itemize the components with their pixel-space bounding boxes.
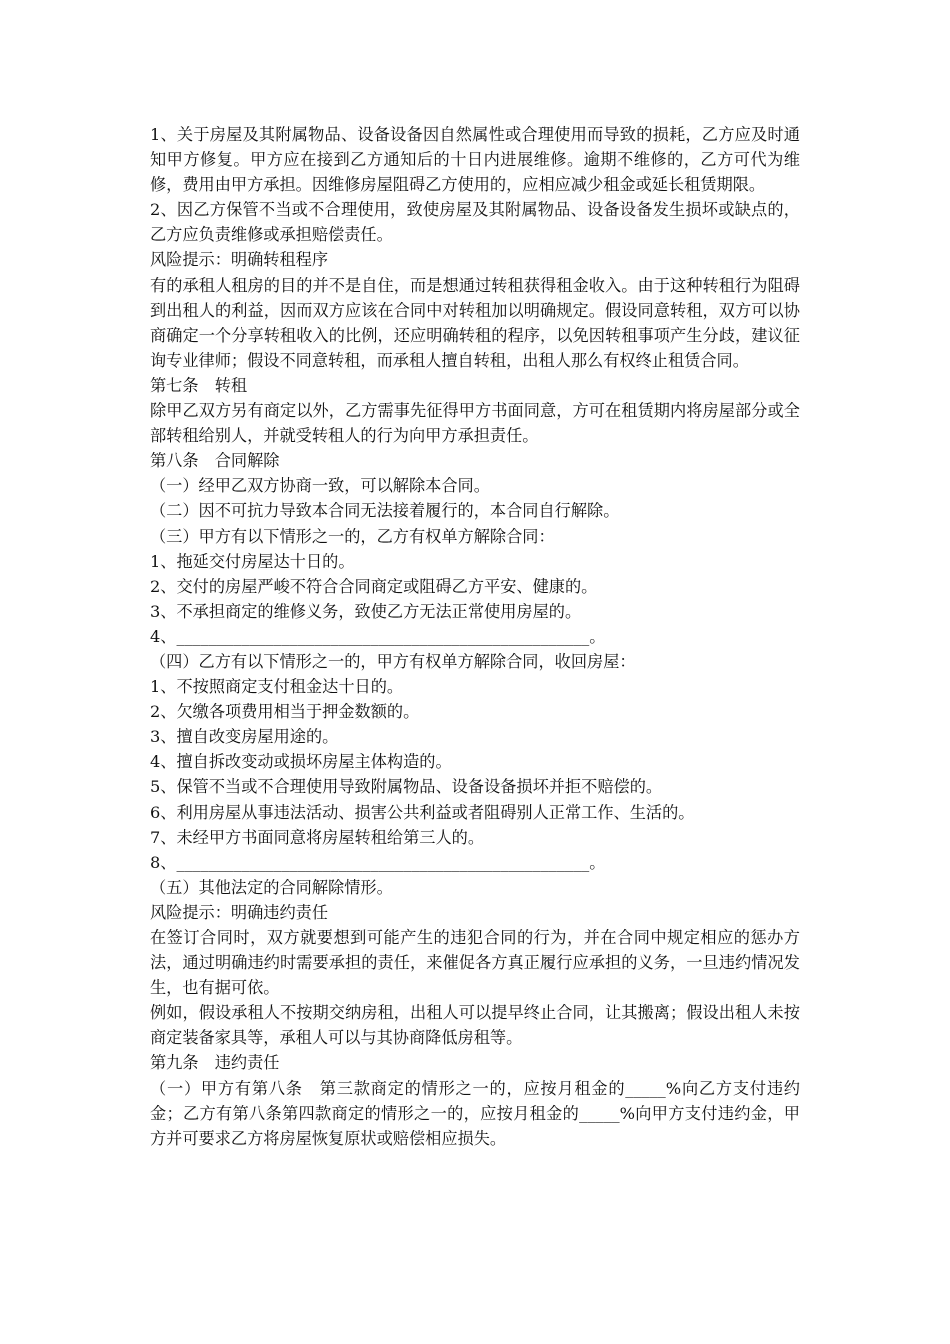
risk-tip-sublease-text: 有的承租人租房的目的并不是自住，而是想通过转租获得租金收入。由于这种转租行为阻碍到出租人的利益，因而双方应该在合同中对转租加以明确规定。假设同意转租，双方可以协商确定一个分享转租收入的比例，还应明确转租的程序，以免因转租事项产生分歧，建议征询专业律师；假设不同意转租，而承租人擅自转租，出租人那么有权终止租赁合同。: [150, 275, 800, 370]
article-8-clause-3: （三）甲方有以下情形之一的，乙方有权单方解除合同：: [150, 526, 555, 546]
document-body: [150, 122, 800, 1151]
article-8-clause-4: （四）乙方有以下情形之一的，甲方有权单方解除合同，收回房屋：: [150, 651, 636, 671]
article-8-heading: 第八条 合同解除: [150, 451, 280, 471]
risk-tip-liability-example: 例如，假设承租人不按期交纳房租，出租人可以提早终止合同，让其搬离；假设出租人未按商定装备家具等，承租人可以与其协商降低房租等。: [150, 1003, 800, 1048]
risk-tip-sublease-heading: 风险提示：明确转租程序: [150, 250, 329, 270]
risk-tip-liability-text: 在签订合同时，双方就要想到可能产生的违犯合同的行为，并在合同中规定相应的惩办方法，通过明确违约时需要承担的责任，来催促各方真正履行应承担的义务，一旦违约情况发生，也有据可依。: [150, 928, 800, 998]
article-7-heading: 第七条 转租: [150, 375, 248, 395]
article-7-text: 除甲乙双方另有商定以外，乙方需事先征得甲方书面同意，方可在租赁期内将房屋部分或全部转租给别人，并就受转租人的行为向甲方承担责任。: [150, 401, 800, 446]
paragraph-6-2-damage: 2、因乙方保管不当或不合理使用，致使房屋及其附属物品、设备设备发生损坏或缺点的，乙方应负责维修或承担赔偿责任。: [150, 200, 800, 245]
article-9-clause-1: （一）甲方有第八条 第三款商定的情形之一的，应按月租金的_____%向乙方支付违约金；乙方有第八条第四款商定的情形之一的，应按月租金的_____%向甲方支付违约金，甲方并可要求乙方将房屋恢复原状或赔偿相应损失。: [150, 1078, 800, 1148]
clause-4-item-2: 2、欠缴各项费用相当于押金数额的。: [150, 702, 420, 722]
clause-3-item-1: 1、拖延交付房屋达十日的。: [150, 551, 355, 571]
clause-4-item-5: 5、保管不当或不合理使用导致附属物品、设备设备损坏并拒不赔偿的。: [150, 777, 663, 797]
risk-tip-liability-heading: 风险提示：明确违约责任: [150, 902, 329, 922]
clause-3-item-4-blank: 4、___________________________________________________。: [150, 626, 606, 646]
article-8-clause-2: （二）因不可抗力导致本合同无法接着履行的，本合同自行解除。: [150, 501, 620, 521]
clause-3-item-3: 3、不承担商定的维修义务，致使乙方无法正常使用房屋的。: [150, 601, 582, 621]
clause-3-item-2: 2、交付的房屋严峻不符合合同商定或阻碍乙方平安、健康的。: [150, 576, 598, 596]
article-9-heading: 第九条 违约责任: [150, 1053, 280, 1073]
paragraph-6-1-repair: 1、关于房屋及其附属物品、设备设备因自然属性或合理使用而导致的损耗，乙方应及时通知甲方修复。甲方应在接到乙方通知后的十日内进展维修。逾期不维修的，乙方可代为维修，费用由甲方承担。因维修房屋阻碍乙方使用的，应相应减少租金或延长租赁期限。: [150, 125, 800, 195]
article-8-clause-1: （一）经甲乙双方协商一致，可以解除本合同。: [150, 476, 490, 496]
clause-4-item-7: 7、未经甲方书面同意将房屋转租给第三人的。: [150, 827, 485, 847]
article-8-clause-5: （五）其他法定的合同解除情形。: [150, 877, 393, 897]
clause-4-item-1: 1、不按照商定支付租金达十日的。: [150, 677, 404, 697]
clause-4-item-4: 4、擅自拆改变动或损坏房屋主体构造的。: [150, 752, 452, 772]
clause-4-item-3: 3、擅自改变房屋用途的。: [150, 727, 339, 747]
clause-4-item-6: 6、利用房屋从事违法活动、损害公共利益或者阻碍别人正常工作、生活的。: [150, 802, 695, 822]
clause-4-item-8-blank: 8、___________________________________________________。: [150, 852, 606, 872]
